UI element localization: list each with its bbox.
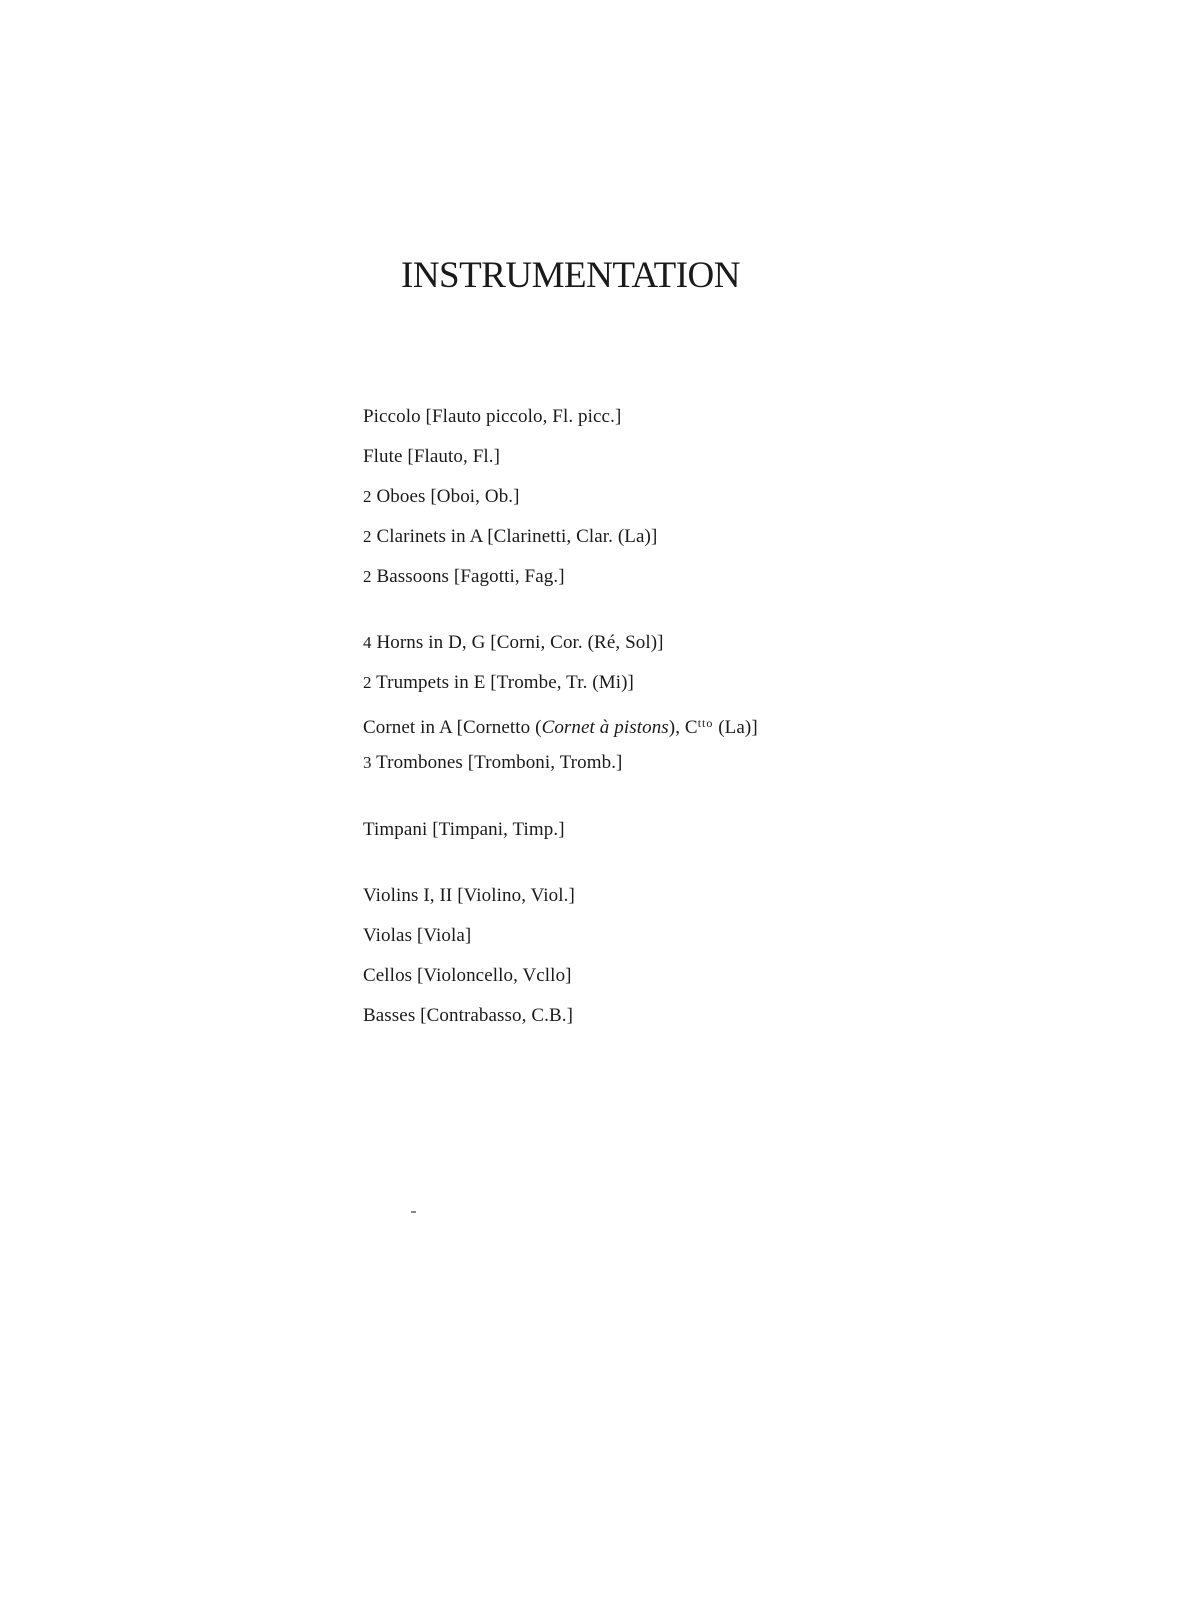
instrument-violins bbox=[363, 884, 575, 908]
page-title: INSTRUMENTATION bbox=[401, 255, 740, 296]
instrument-label: ), C bbox=[668, 717, 698, 738]
instrument-label: Oboes [Oboi, Ob.] bbox=[371, 486, 520, 507]
instrument-label: Bassoons [Fagotti, Fag.] bbox=[371, 566, 565, 587]
instrument-basses bbox=[363, 1004, 573, 1028]
instrument-label: Flute [Flauto, Fl.] bbox=[363, 446, 501, 467]
instrument-cornet bbox=[363, 711, 758, 740]
instrument-trumpets bbox=[363, 671, 634, 695]
instrument-label: (La)] bbox=[713, 717, 758, 738]
instrument-label: Trombones [Tromboni, Tromb.] bbox=[371, 752, 623, 773]
instrument-label: Violas [Viola] bbox=[363, 925, 472, 946]
instrument-label: Clarinets in A [Clarinetti, Clar. (La)] bbox=[371, 526, 658, 547]
instrument-label-italic: Cornet à pistons bbox=[541, 717, 669, 738]
instrument-horns bbox=[363, 631, 664, 655]
instrument-count: 2 bbox=[363, 673, 372, 692]
instrument-label: Cellos [Violoncello, Vcllo] bbox=[363, 965, 572, 986]
instrument-trombones bbox=[363, 751, 622, 775]
instrument-bassoons bbox=[363, 565, 565, 589]
instrument-piccolo bbox=[363, 405, 621, 429]
abbreviation-superscript: tto bbox=[697, 716, 714, 730]
instrument-label: Cornet in A [Cornetto ( bbox=[363, 717, 542, 738]
instrument-label: Piccolo [Flauto piccolo, Fl. picc.] bbox=[363, 406, 622, 427]
instrument-cellos bbox=[363, 964, 572, 988]
instrument-violas bbox=[363, 924, 471, 948]
instrument-count: 2 bbox=[363, 527, 372, 546]
instrument-clarinets bbox=[363, 525, 657, 549]
instrument-count: 3 bbox=[363, 753, 372, 772]
instrument-label: Basses [Contrabasso, C.B.] bbox=[363, 1005, 574, 1026]
instrument-timpani bbox=[363, 818, 565, 842]
instrument-count: 4 bbox=[363, 633, 372, 652]
instrument-oboes bbox=[363, 485, 520, 509]
instrument-count: 2 bbox=[363, 567, 372, 586]
instrument-label: Horns in D, G [Corni, Cor. (Ré, Sol)] bbox=[371, 632, 664, 653]
instrument-label: Violins I, II [Violino, Viol.] bbox=[363, 885, 575, 906]
instrument-label: Trumpets in E [Trombe, Tr. (Mi)] bbox=[371, 672, 634, 693]
scan-speck bbox=[411, 1211, 416, 1213]
instrument-label: Timpani [Timpani, Timp.] bbox=[363, 819, 565, 840]
instrument-count: 2 bbox=[363, 487, 372, 506]
instrument-flute bbox=[363, 445, 500, 469]
